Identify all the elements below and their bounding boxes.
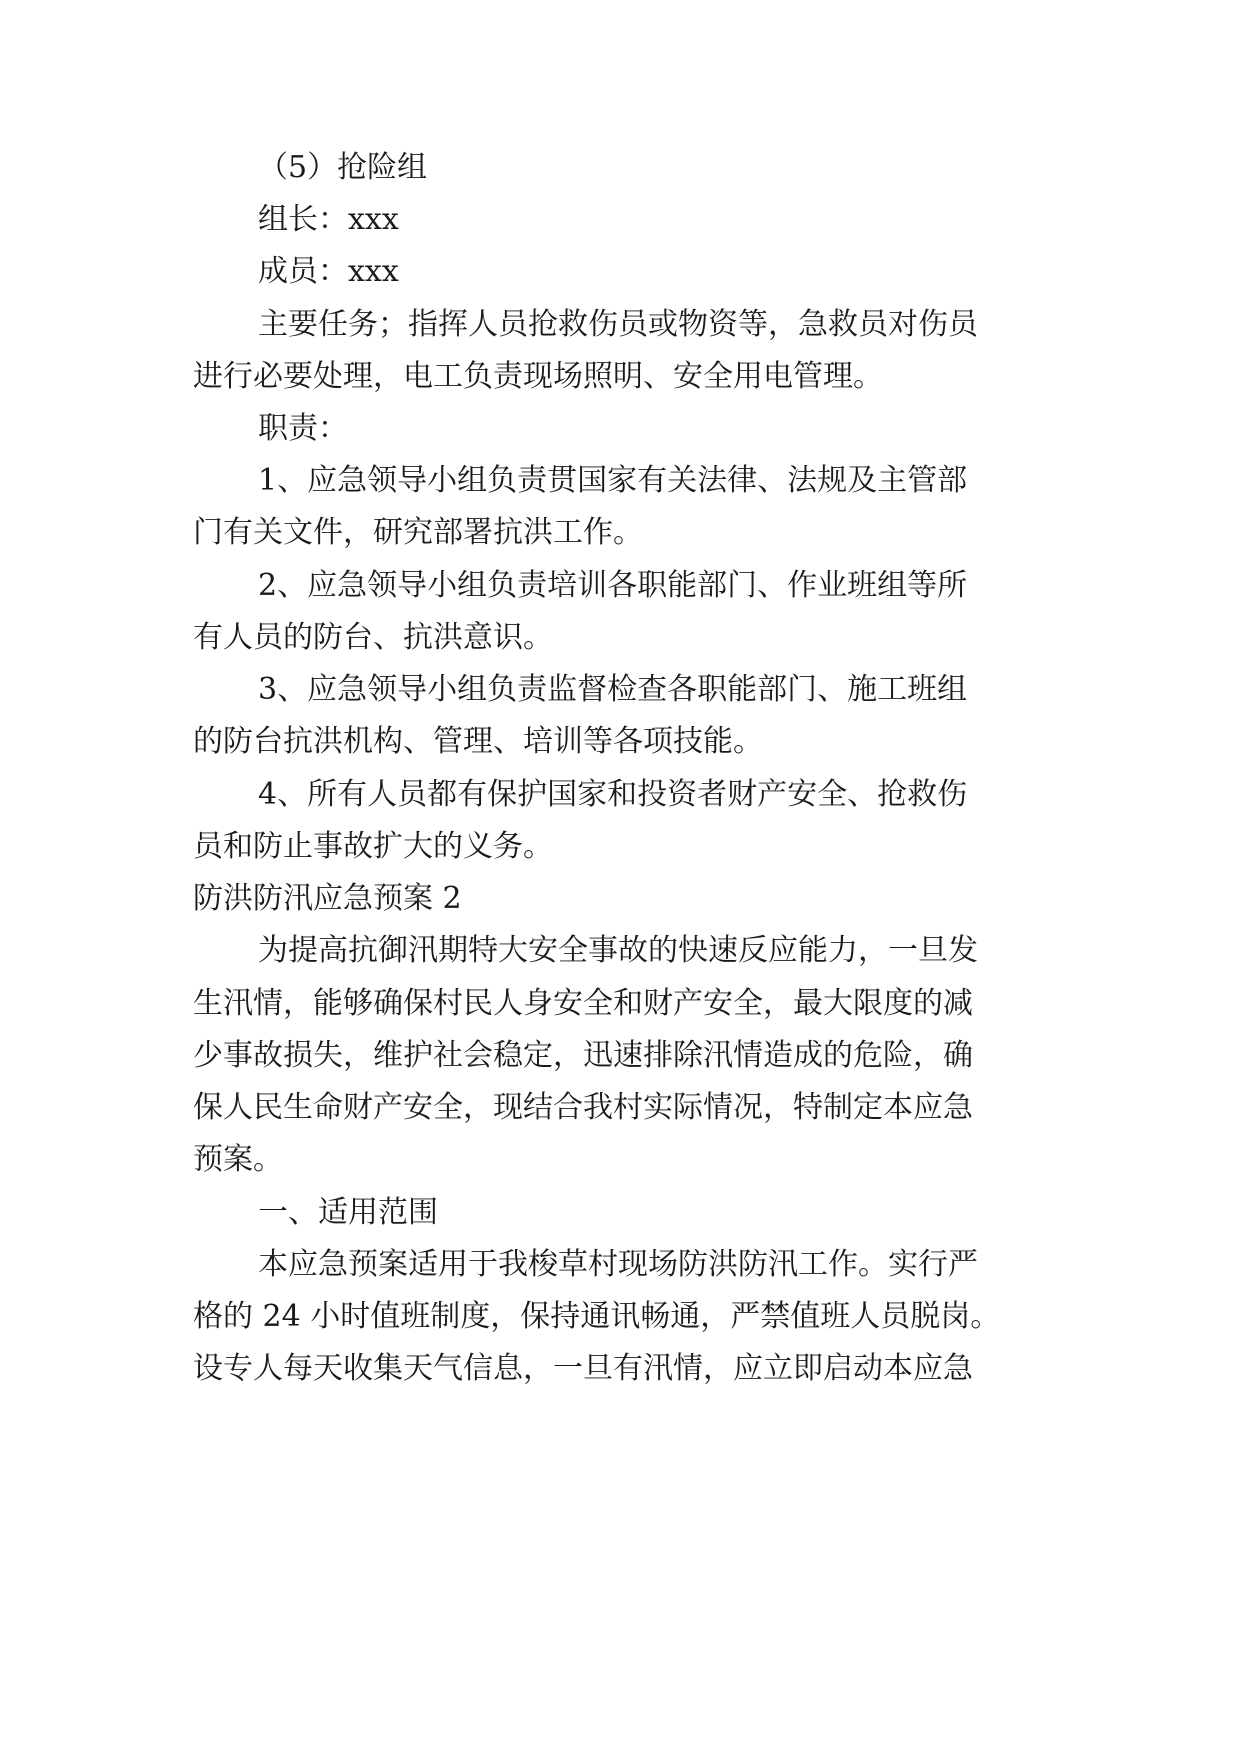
document-title: 防洪防汛应急预案 2 <box>193 881 462 916</box>
paragraph-line: 本应急预案适用于我梭草村现场防洪防汛工作。实行严 <box>258 1247 978 1282</box>
paragraph-line: 4、所有人员都有保护国家和投资者财产安全、抢救伤 <box>258 777 968 812</box>
paragraph-line: 2、应急领导小组负责培训各职能部门、作业班组等所 <box>258 568 968 603</box>
paragraph-line: 预案。 <box>193 1142 283 1177</box>
paragraph-line: 格的 24 小时值班制度，保持通讯畅通，严禁值班人员脱岗。 <box>193 1299 1001 1334</box>
paragraph-line: 员和防止事故扩大的义务。 <box>193 829 553 864</box>
members-line: 成员：xxx <box>258 254 399 289</box>
paragraph-line: 设专人每天收集天气信息，一旦有汛情，应立即启动本应急 <box>193 1351 973 1386</box>
paragraph-line: 少事故损失，维护社会稳定，迅速排除汛情造成的危险，确 <box>193 1038 973 1073</box>
group-leader-line: 组长：xxx <box>258 202 399 237</box>
paragraph-line: 为提高抗御汛期特大安全事故的快速反应能力，一旦发 <box>258 933 978 968</box>
paragraph-line: 门有关文件，研究部署抗洪工作。 <box>193 515 643 550</box>
paragraph-line: 主要任务；指挥人员抢救伤员或物资等，急救员对伤员 <box>258 307 978 342</box>
section-heading-scope: 一、适用范围 <box>258 1195 438 1230</box>
paragraph-line: 的防台抗洪机构、管理、培训等各项技能。 <box>193 724 763 759</box>
paragraph-line: 1、应急领导小组负责贯国家有关法律、法规及主管部 <box>258 463 968 498</box>
paragraph-line: 有人员的防台、抗洪意识。 <box>193 620 553 655</box>
paragraph-line: 保人民生命财产安全，现结合我村实际情况，特制定本应急 <box>193 1090 973 1125</box>
paragraph-line: 3、应急领导小组负责监督检查各职能部门、施工班组 <box>258 672 968 707</box>
duties-heading: 职责： <box>258 411 348 446</box>
section-heading-rescue-group: （5）抢险组 <box>258 150 428 185</box>
paragraph-line: 生汛情，能够确保村民人身安全和财产安全，最大限度的减 <box>193 986 973 1021</box>
paragraph-line: 进行必要处理，电工负责现场照明、安全用电管理。 <box>193 359 883 394</box>
